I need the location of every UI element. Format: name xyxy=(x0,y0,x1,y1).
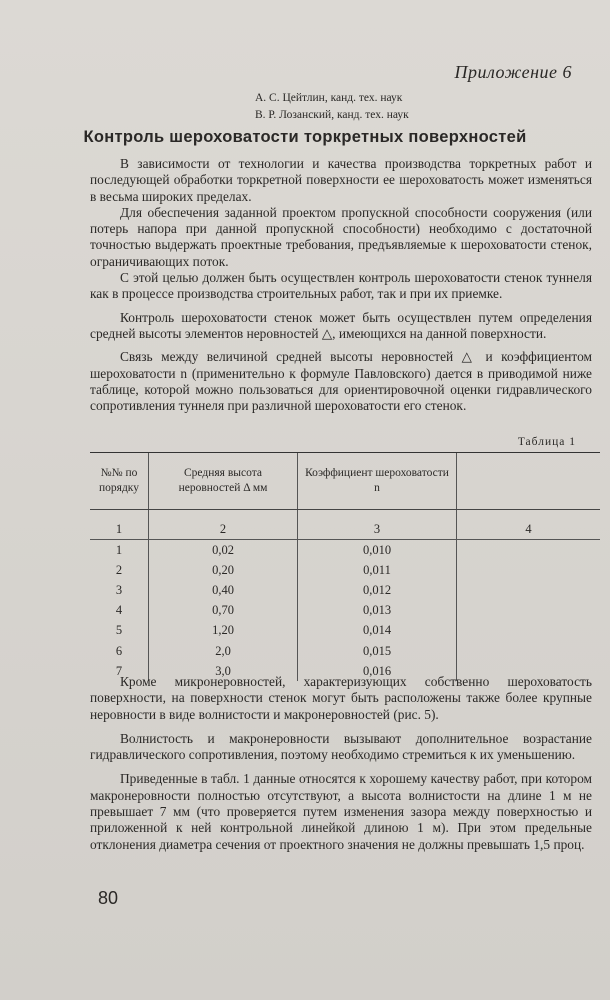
table-cell: 0,70 xyxy=(149,601,298,621)
authors-block xyxy=(255,90,409,124)
table-cell: 4 xyxy=(115,603,123,618)
table-cell: 0,20 xyxy=(149,560,298,580)
table-header-cell: №№ по порядку xyxy=(90,453,149,510)
table-header-cell: Коэффициент шероховатости n xyxy=(298,453,457,510)
table-cell: 5 xyxy=(115,623,123,638)
table-row xyxy=(90,580,600,600)
table-cell xyxy=(457,601,601,621)
table-cell: 0,014 xyxy=(298,621,457,641)
roughness-table xyxy=(90,452,600,681)
table-cell: 0,013 xyxy=(298,601,457,621)
table-row xyxy=(90,641,600,661)
table-cell xyxy=(457,621,601,641)
paragraph: Приведенные в табл. 1 данные относятся к хорошему качеству работ, при котором макронеровности полностью отсутствуют, а высота волнистости на длине 1 м не превышает 7 мм (что проверяется путем изменения зазора между поверхностью и приложенной к ней контрольной линейкой длиною 1 м). При этом предельные отклонения диаметра сечения от проектного значения не должны превышать 1,5 проц. xyxy=(90,771,592,852)
table-header-cell xyxy=(457,453,601,510)
table-cell: 0,015 xyxy=(298,641,457,661)
table-row xyxy=(90,540,600,561)
page-title: Контроль шероховатости торкретных поверхностей xyxy=(83,128,527,146)
table-cell: 0,02 xyxy=(149,540,298,561)
paragraph: Контроль шероховатости стенок может быть осуществлен путем определения средней высоты элементов неровностей △, имеющихся на данной поверхности. xyxy=(90,309,592,341)
table-cell: 1 xyxy=(115,542,123,557)
table-cell xyxy=(457,580,601,600)
table-caption: Таблица 1 xyxy=(517,436,576,448)
table-cell: 0,010 xyxy=(298,540,457,561)
table-cell: 6 xyxy=(115,643,123,658)
table-row xyxy=(90,560,600,580)
column-number: 1 xyxy=(90,510,149,540)
column-number: 4 xyxy=(457,510,601,540)
table-row xyxy=(90,621,600,641)
table-cell: 7 xyxy=(115,663,123,678)
table-cell: 3,0 xyxy=(149,661,298,681)
appendix-label: Приложение 6 xyxy=(454,62,572,82)
paragraph: С этой целью должен быть осуществлен контроль шероховатости стенок туннеля как в процессе производства строительных работ, так и при их приемке. xyxy=(90,270,592,302)
column-number: 2 xyxy=(149,510,298,540)
table-cell: 0,016 xyxy=(298,661,457,681)
table-cell: 2,0 xyxy=(149,641,298,661)
table-row xyxy=(90,601,600,621)
table-cell: 0,011 xyxy=(298,560,457,580)
column-number-row xyxy=(90,510,600,540)
page-number: 80 xyxy=(98,888,119,908)
table-cell xyxy=(457,560,601,580)
table-cell: 0,012 xyxy=(298,580,457,600)
author-line: В. Р. Лозанский, канд. тех. наук xyxy=(255,109,409,121)
intro-text xyxy=(90,156,592,414)
following-text xyxy=(90,674,592,853)
table-header-cell: Средняя высота неровностей Δ мм xyxy=(149,453,298,510)
paragraph: Волнистость и макронеровности вызывают дополнительное возрастание гидравлического сопротивления, поэтому необходимо стремиться к их уменьшению. xyxy=(90,730,592,763)
paragraph: В зависимости от технологии и качества производства торкретных работ и последующей обработки торкретной поверхности ее шероховатость может изменяться в весьма широких пределах. xyxy=(90,156,592,204)
table-cell xyxy=(457,540,601,561)
table-cell: 2 xyxy=(115,562,123,577)
table-header-row xyxy=(90,453,600,510)
table-cell: 1,20 xyxy=(149,621,298,641)
table-cell: 3 xyxy=(115,582,123,597)
paragraph: Кроме микронеровностей, характеризующих собственно шероховатость поверхности, на поверхности стенок могут быть расположены также более крупные неровности в виде волнистости и макронеровностей (рис. 5). xyxy=(90,674,592,722)
table-cell: 0,40 xyxy=(149,580,298,600)
table-cell xyxy=(457,641,601,661)
paragraph: Связь между величиной средней высоты неровностей △ и коэффициентом шероховатости n (применительно к формуле Павловского) дается в приводимой ниже таблице, которой можно пользоваться для ориентировочной оценки гидравлического сопротивления туннеля при различной шероховатости его стенок. xyxy=(90,349,592,414)
author-line: А. С. Цейтлин, канд. тех. наук xyxy=(255,92,403,104)
column-number: 3 xyxy=(298,510,457,540)
paragraph: Для обеспечения заданной проектом пропускной способности сооружения (или потерь напора при данной пропускной способности) необходимо с достаточной точностью выдержать проектные требования, предъявляемые к шероховатости стенок, ограничивающих поток. xyxy=(90,204,592,269)
